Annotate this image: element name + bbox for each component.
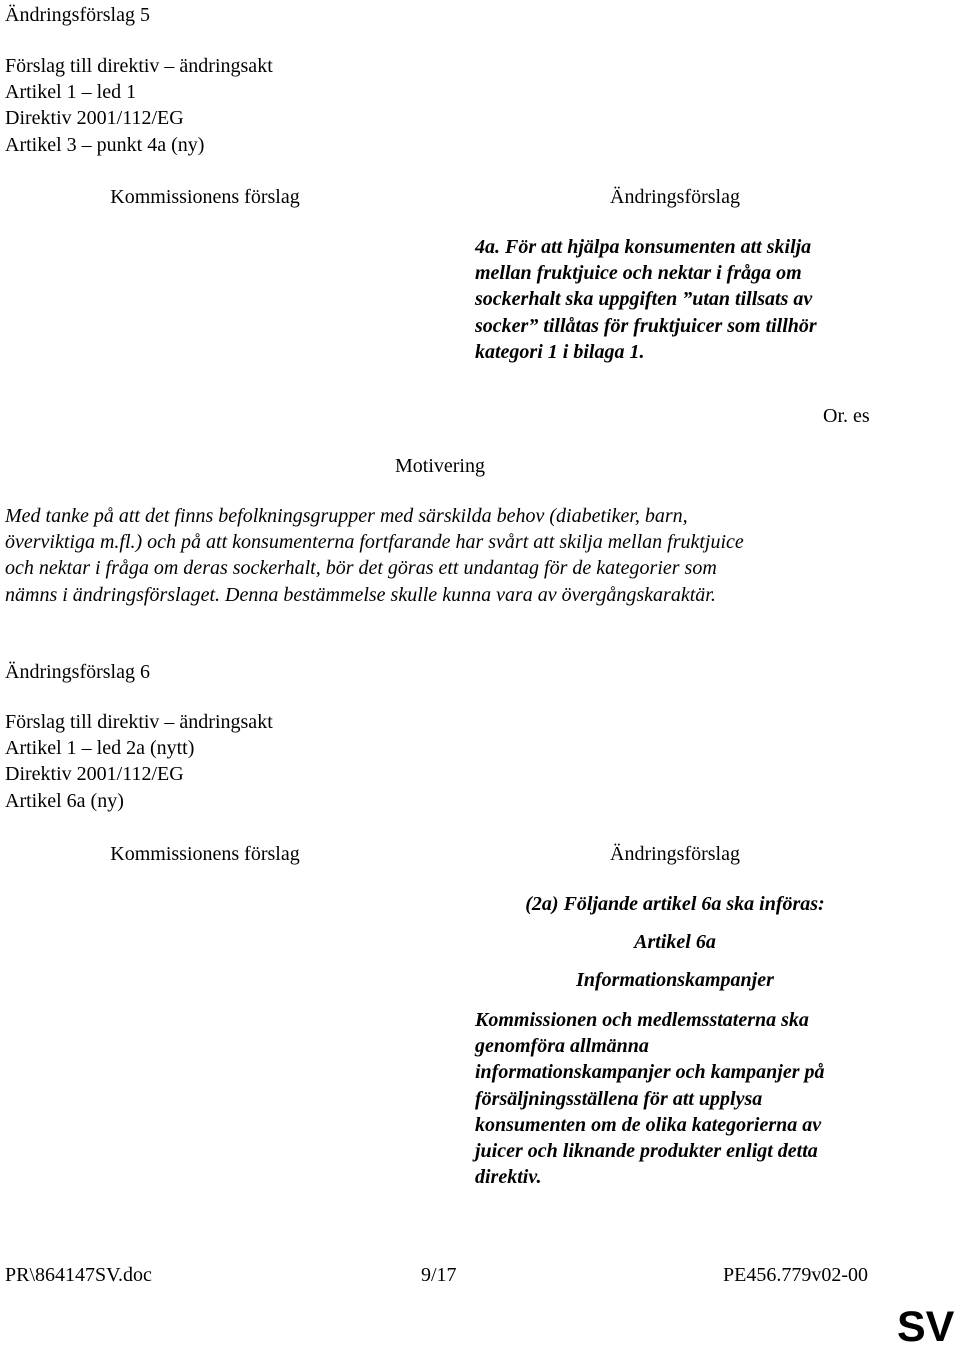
amendment-6-article-title: Artikel 6a: [634, 931, 716, 953]
amendment-5-ref-line: Direktiv 2001/112/EG: [5, 107, 184, 130]
justification-text: [5, 503, 744, 608]
amendment-6-text-line: försäljningsställena för att upplysa: [475, 1087, 763, 1110]
amendment-5-title: Ändringsförslag 5: [5, 4, 150, 26]
amendment-5-text-line: sockerhalt ska uppgiften ”utan tillsats av: [475, 288, 813, 311]
amendment-6-ref-line: Direktiv 2001/112/EG: [5, 763, 184, 786]
amendment-6-article-subtitle: Informationskampanjer: [576, 969, 774, 991]
amendment-5-text-line: 4a. För att hjälpa konsumenten att skilja: [475, 236, 812, 258]
amendment-5-text-line: socker” tillåtas för fruktjuicer som tillhör: [475, 314, 817, 337]
justification-line: överviktiga m.fl.) och på att konsumenterna fortfarande har svårt att skilja mellan fruktjuice: [5, 531, 744, 554]
amendment-5-text-line: kategori 1 i bilaga 1.: [475, 340, 645, 363]
amendment-6-col-right-header: Ändringsförslag: [610, 843, 740, 865]
amendment-6-heading-line: Artikel 1 – led 2a (nytt): [5, 737, 195, 760]
amendment-6-text-line: konsumenten om de olika kategorierna av: [475, 1113, 822, 1136]
footer-doc-ref: PR\864147SV.doc: [5, 1264, 152, 1286]
justification-line: nämns i ändringsförslaget. Denna bestämmelse skulle kunna vara av övergångskaraktär.: [5, 583, 716, 606]
amendment-6-col-left-header: Kommissionens förslag: [110, 843, 300, 865]
original-language: Or. es: [823, 405, 870, 427]
amendment-5-col-right-header: Ändringsförslag: [610, 186, 740, 208]
amendment-6-heading: [5, 709, 273, 814]
footer-pe-ref: PE456.779v02-00: [723, 1264, 868, 1286]
amendment-6-ref-line: Artikel 6a (ny): [5, 789, 124, 812]
amendment-6-text-line: Kommissionen och medlemsstaterna ska: [475, 1009, 809, 1031]
footer-language-code: SV: [897, 1303, 955, 1351]
amendment-5-heading: [5, 53, 273, 158]
amendment-5-heading-line: Förslag till direktiv – ändringsakt: [5, 55, 273, 77]
amendment-6-title: Ändringsförslag 6: [5, 661, 150, 683]
amendment-5-heading-line: Artikel 1 – led 1: [5, 81, 137, 104]
amendment-5-right-text: [475, 234, 817, 365]
amendment-6-heading-line: Förslag till direktiv – ändringsakt: [5, 711, 273, 733]
amendment-6-text-line: informationskampanjer och kampanjer på: [475, 1061, 825, 1084]
amendment-5-text-line: mellan fruktjuice och nektar i fråga om: [475, 262, 802, 285]
amendment-6-text-line: juicer och liknande produkter enligt detta: [475, 1140, 818, 1163]
justification-line: och nektar i fråga om deras sockerhalt, bör det göras ett undantag för de kategorier som: [5, 557, 717, 580]
amendment-6-new-point: (2a) Följande artikel 6a ska införas:: [525, 893, 825, 915]
amendment-5-ref-line: Artikel 3 – punkt 4a (ny): [5, 133, 205, 156]
amendment-6-text-line: genomföra allmänna: [475, 1035, 649, 1058]
justification-line: Med tanke på att det finns befolkningsgrupper med särskilda behov (diabetiker, barn,: [5, 505, 688, 527]
amendment-6-article-text: [475, 1007, 825, 1190]
amendment-6-text-line: direktiv.: [475, 1166, 542, 1189]
justification-title: Motivering: [395, 455, 485, 477]
footer-page-number: 9/17: [421, 1264, 457, 1286]
amendment-5-col-left-header: Kommissionens förslag: [110, 186, 300, 208]
